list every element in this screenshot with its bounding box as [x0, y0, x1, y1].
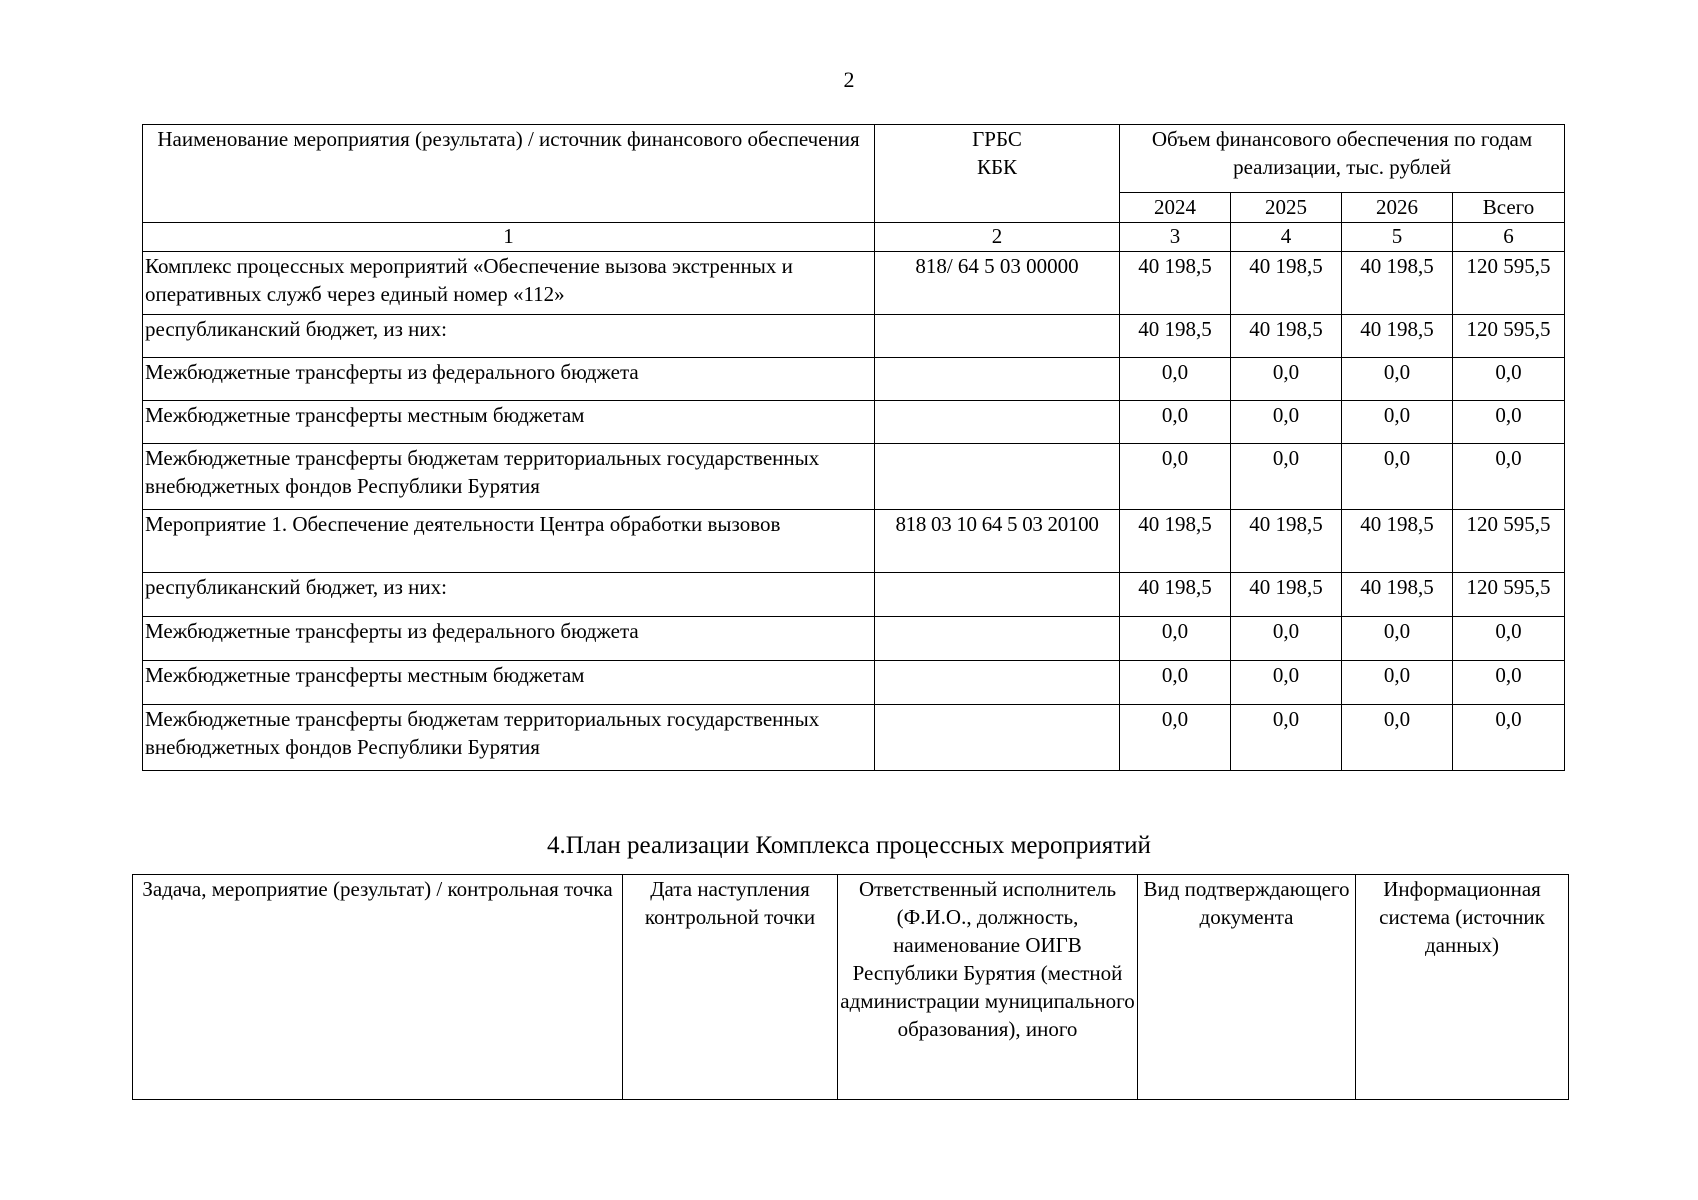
row-total: 0,0: [1453, 661, 1565, 705]
row-2026: 40 198,5: [1342, 573, 1453, 617]
row-2024: 40 198,5: [1120, 573, 1231, 617]
row-code: [875, 315, 1120, 358]
row-name: Комплекс процессных мероприятий «Обеспечение вызова экстренных и оперативных служб через единый номер «112»: [143, 252, 875, 315]
row-2026: 0,0: [1342, 444, 1453, 510]
column-number: 2: [875, 223, 1120, 252]
header-year-2024: 2024: [1120, 193, 1231, 223]
header-year-2025: 2025: [1231, 193, 1342, 223]
row-2026: 40 198,5: [1342, 252, 1453, 315]
row-code: 818 03 10 64 5 03 20100: [875, 510, 1120, 573]
row-name: Межбюджетные трансферты местным бюджетам: [143, 401, 875, 444]
row-total: 120 595,5: [1453, 252, 1565, 315]
row-2025: 40 198,5: [1231, 252, 1342, 315]
table-row: [143, 573, 1565, 617]
plan-header-info-system: Информационная система (источник данных): [1356, 875, 1569, 1100]
row-name: Межбюджетные трансферты бюджетам территориальных государственных внебюджетных фондов Республики Бурятия: [143, 705, 875, 771]
row-2026: 40 198,5: [1342, 315, 1453, 358]
column-number: 5: [1342, 223, 1453, 252]
table-row: [143, 705, 1565, 771]
table-row: [143, 661, 1565, 705]
row-name: Мероприятие 1. Обеспечение деятельности Центра обработки вызовов: [143, 510, 875, 573]
table-row: [143, 444, 1565, 510]
row-2026: 0,0: [1342, 358, 1453, 401]
row-code: [875, 358, 1120, 401]
row-code: [875, 617, 1120, 661]
header-year-2026: 2026: [1342, 193, 1453, 223]
row-2024: 40 198,5: [1120, 510, 1231, 573]
table-row: [143, 510, 1565, 573]
row-code: [875, 401, 1120, 444]
header-volume: Объем финансового обеспечения по годам реализации, тыс. рублей: [1120, 125, 1565, 193]
row-2025: 0,0: [1231, 444, 1342, 510]
row-code: [875, 661, 1120, 705]
row-2025: 40 198,5: [1231, 510, 1342, 573]
row-2026: 0,0: [1342, 617, 1453, 661]
row-2025: 0,0: [1231, 617, 1342, 661]
row-total: 0,0: [1453, 358, 1565, 401]
table-row: [143, 315, 1565, 358]
row-2026: 0,0: [1342, 661, 1453, 705]
section-title: 4.План реализации Комплекса процессных мероприятий: [547, 832, 1151, 859]
row-name: Межбюджетные трансферты бюджетам территориальных государственных внебюджетных фондов Республики Бурятия: [143, 444, 875, 510]
header-grbs-kbk: [875, 125, 1120, 223]
row-name: республиканский бюджет, из них:: [143, 573, 875, 617]
column-number: 6: [1453, 223, 1565, 252]
row-code: [875, 705, 1120, 771]
column-number-row: [143, 223, 1565, 252]
table-row: [143, 252, 1565, 315]
table-row: [143, 617, 1565, 661]
row-name: республиканский бюджет, из них:: [143, 315, 875, 358]
header-name: Наименование мероприятия (результата) / источник финансового обеспечения: [143, 125, 875, 223]
row-name: Межбюджетные трансферты местным бюджетам: [143, 661, 875, 705]
row-2024: 0,0: [1120, 617, 1231, 661]
row-total: 120 595,5: [1453, 510, 1565, 573]
row-total: 0,0: [1453, 617, 1565, 661]
row-2025: 40 198,5: [1231, 315, 1342, 358]
table-row: [143, 401, 1565, 444]
column-number: 3: [1120, 223, 1231, 252]
row-total: 0,0: [1453, 705, 1565, 771]
row-2026: 0,0: [1342, 401, 1453, 444]
header-grbs: ГРБС: [972, 127, 1022, 151]
row-total: 0,0: [1453, 401, 1565, 444]
plan-table: [132, 874, 1569, 1100]
row-2025: 0,0: [1231, 705, 1342, 771]
column-number: 4: [1231, 223, 1342, 252]
plan-header-doc-type: Вид подтверждающего документа: [1138, 875, 1356, 1100]
plan-header-executor: Ответственный исполнитель (Ф.И.О., должность, наименование ОИГВ Республики Бурятия (местной администрации муниципального образования), иного: [838, 875, 1138, 1100]
row-2026: 0,0: [1342, 705, 1453, 771]
column-number: 1: [143, 223, 875, 252]
header-kbk: КБК: [976, 155, 1018, 179]
plan-header-date: Дата наступления контрольной точки: [623, 875, 838, 1100]
plan-header-task: Задача, мероприятие (результат) / контрольная точка: [133, 875, 623, 1100]
row-total: 0,0: [1453, 444, 1565, 510]
row-2026: 40 198,5: [1342, 510, 1453, 573]
row-2024: 0,0: [1120, 401, 1231, 444]
row-name: Межбюджетные трансферты из федерального бюджета: [143, 617, 875, 661]
row-2024: 40 198,5: [1120, 315, 1231, 358]
row-2024: 40 198,5: [1120, 252, 1231, 315]
row-2025: 0,0: [1231, 358, 1342, 401]
row-2024: 0,0: [1120, 661, 1231, 705]
header-total: Всего: [1453, 193, 1565, 223]
row-name: Межбюджетные трансферты из федерального бюджета: [143, 358, 875, 401]
row-2024: 0,0: [1120, 705, 1231, 771]
row-total: 120 595,5: [1453, 573, 1565, 617]
table-row: [143, 358, 1565, 401]
row-code: 818/ 64 5 03 00000: [875, 252, 1120, 315]
row-code: [875, 573, 1120, 617]
row-2024: 0,0: [1120, 358, 1231, 401]
row-total: 120 595,5: [1453, 315, 1565, 358]
page-number: 2: [843, 67, 855, 92]
row-2024: 0,0: [1120, 444, 1231, 510]
finance-table: [142, 124, 1565, 771]
row-code: [875, 444, 1120, 510]
row-2025: 40 198,5: [1231, 573, 1342, 617]
row-2025: 0,0: [1231, 661, 1342, 705]
row-2025: 0,0: [1231, 401, 1342, 444]
